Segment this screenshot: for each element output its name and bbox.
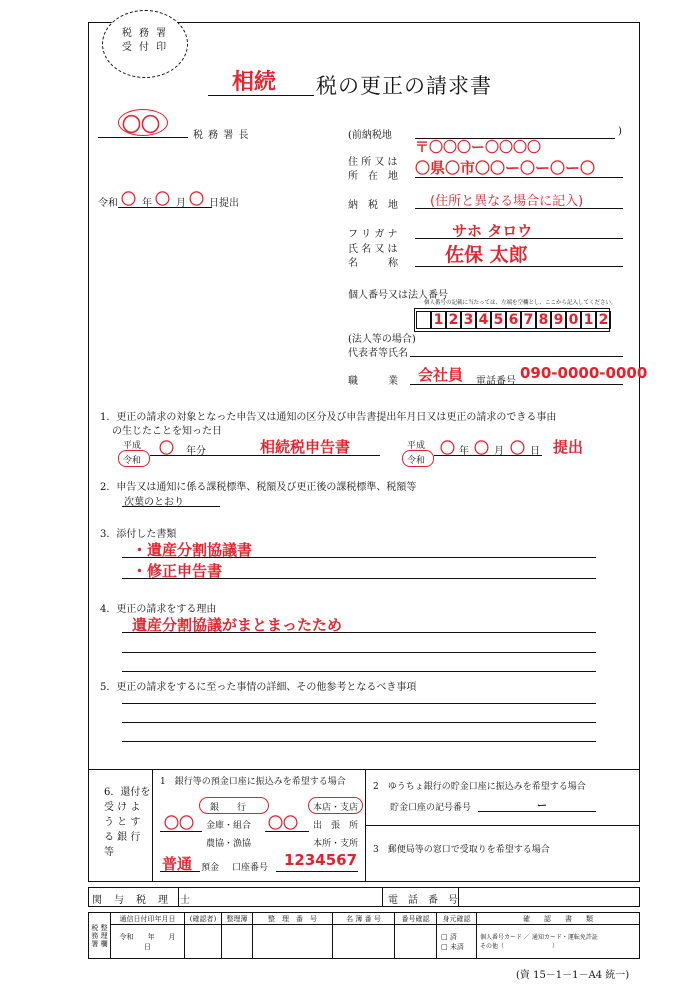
date-year: 〇 bbox=[121, 190, 137, 208]
s4-line2 bbox=[122, 652, 596, 653]
s4-line1 bbox=[122, 632, 596, 633]
bank-type-3: 農協・漁協 bbox=[206, 839, 252, 849]
job-line bbox=[410, 384, 623, 385]
s1-m-unit: 月 bbox=[494, 446, 504, 457]
refund-label-line: う と す bbox=[104, 817, 141, 828]
s2-line bbox=[122, 506, 220, 507]
s1-era2-reiwa: 令和 bbox=[407, 456, 426, 466]
name-label2: 名 称 bbox=[348, 258, 398, 269]
id-digit: 1 bbox=[581, 311, 596, 329]
id-digit: 2 bbox=[596, 311, 611, 329]
office-suffix: 税 務 署 長 bbox=[193, 130, 250, 141]
s3-label: 3．添付した書類 bbox=[100, 529, 177, 540]
date-month: 〇 bbox=[155, 190, 171, 208]
s1-line bbox=[150, 455, 380, 456]
s4-label: 4．更正の請求をする理由 bbox=[100, 604, 217, 615]
branch-type-1: 本店・支店 bbox=[313, 803, 359, 813]
bank-name: 〇〇 bbox=[164, 814, 195, 832]
s3-item2: ・修正申告書 bbox=[132, 562, 223, 580]
ou-header: (確認者) bbox=[185, 913, 222, 925]
address-line bbox=[415, 177, 623, 178]
stamp-line2: 受 付 印 bbox=[121, 42, 169, 53]
date-day: 〇 bbox=[189, 190, 205, 208]
s1-y-unit: 年 bbox=[459, 446, 469, 457]
refund-divider1 bbox=[152, 769, 153, 882]
acct-no: 1234567 bbox=[284, 851, 358, 869]
s1-line2 bbox=[434, 455, 542, 456]
id-digit: 2 bbox=[446, 311, 461, 329]
taxplace-label: 納 税 地 bbox=[348, 200, 398, 211]
name-line bbox=[415, 266, 623, 267]
s1-d-unit: 日 bbox=[530, 446, 540, 457]
ou-cell bbox=[333, 925, 395, 959]
office-use-side: 税 整 務 理 署 欄 bbox=[89, 913, 111, 959]
id-digit: 3 bbox=[461, 311, 476, 329]
acct-no-line bbox=[276, 871, 358, 872]
taxplace-line bbox=[415, 208, 623, 209]
branch-name-line bbox=[265, 831, 309, 832]
address-label2: 所 在 地 bbox=[348, 171, 398, 182]
id-digit: 5 bbox=[491, 311, 506, 329]
refund-opt2-line bbox=[478, 811, 596, 812]
refund-label-line: る 銀 行 bbox=[104, 832, 141, 843]
id-digit: 7 bbox=[521, 311, 536, 329]
ou-check bbox=[437, 925, 477, 959]
refund-label-line: 6．還付を bbox=[104, 787, 151, 798]
s5-line3 bbox=[122, 741, 596, 742]
id-digit: 4 bbox=[476, 311, 491, 329]
rep-line bbox=[410, 356, 623, 357]
taxplace-note: (住所と異なる場合に記入) bbox=[430, 194, 584, 209]
rep-label1: (法人等の場合) bbox=[348, 334, 416, 345]
s1-year-unit: 年分 bbox=[186, 446, 206, 457]
date-era: 令和 bbox=[98, 198, 118, 209]
s5-line2 bbox=[122, 722, 596, 723]
ou-check-not: □ 未済 bbox=[441, 942, 464, 951]
refund-opt2-field: 貯金口座の記号番号 bbox=[390, 803, 472, 813]
id-digit: 8 bbox=[536, 311, 551, 329]
date-year-unit: 年 bbox=[142, 198, 152, 209]
acct-type-label: 預金 bbox=[201, 863, 220, 873]
s1-label2: の生じたことを知った日 bbox=[112, 426, 222, 437]
s5-line1 bbox=[122, 703, 596, 704]
s2-label: 2．申告又は通知に係る課税標準、税額及び更正後の課税標準、税額等 bbox=[100, 482, 417, 493]
form-code: (資 15－1－1－A4 統一) bbox=[516, 970, 630, 981]
title-tax-type: 相続 bbox=[232, 70, 277, 95]
ou-date: 令和 年 月 日 bbox=[111, 925, 185, 959]
branch-type-2: 出 張 所 bbox=[313, 821, 359, 831]
s4-value: 遺産分割協議がまとまったため bbox=[132, 616, 343, 634]
agent-div2 bbox=[382, 887, 383, 907]
id-note: 個人番号の記載に当たっては、左端を空欄とし、ここから記入してください。 bbox=[424, 300, 617, 306]
office-line bbox=[98, 137, 188, 138]
ou-cell bbox=[185, 925, 222, 959]
acct-type: 普通 bbox=[162, 855, 193, 873]
bank-name-line bbox=[160, 831, 202, 832]
acct-type-line bbox=[160, 871, 200, 872]
refund-opt1: 1 銀行等の預金口座に振込みを希望する場合 bbox=[160, 777, 346, 787]
ou-cell bbox=[253, 925, 333, 959]
s1-doc: 相続税申告書 bbox=[260, 438, 351, 456]
ou-header: 名 簿 番 号 bbox=[333, 913, 395, 925]
name-value: 佐保 太郎 bbox=[445, 244, 528, 266]
furigana-label: フ リ ガ ナ bbox=[348, 229, 398, 240]
refund-label-line: 等 bbox=[104, 847, 114, 858]
acct-no-label: 口座番号 bbox=[232, 863, 269, 873]
id-digit: 0 bbox=[566, 311, 581, 329]
name-label1: 氏 名 又 は bbox=[348, 244, 398, 255]
s1-d: 〇 bbox=[510, 439, 526, 457]
s1-year: 〇 bbox=[159, 439, 175, 457]
job-value: 会社員 bbox=[418, 366, 464, 384]
s1-era2-heisei: 平成 bbox=[407, 441, 426, 451]
ou-cell bbox=[222, 925, 253, 959]
s1-era-heisei: 平成 bbox=[123, 441, 142, 451]
receipt-stamp bbox=[102, 10, 188, 78]
agent-phone-label: 電 話 番 号 bbox=[388, 895, 458, 906]
ou-header: 確 認 書 類 bbox=[477, 913, 640, 925]
refund-label-line: 受 け よ bbox=[104, 802, 141, 813]
phone-label: 電話番号 bbox=[476, 376, 516, 387]
date-line bbox=[118, 207, 212, 208]
title-suffix: 税の更正の請求書 bbox=[316, 74, 492, 98]
prev-taxplace-close: ) bbox=[618, 126, 622, 137]
ou-doc-types2: その他（ ） bbox=[480, 942, 559, 950]
s3-item1: ・遺産分割協議書 bbox=[132, 541, 253, 559]
bank-type-1: 銀 行 bbox=[210, 803, 247, 813]
id-digit: 6 bbox=[506, 311, 521, 329]
ou-doc-types1: 個人番号カード ／ 通知カード・運転免許証 bbox=[480, 933, 598, 941]
address-label1: 住 所 又 は bbox=[348, 157, 398, 168]
id-label: 個人番号又は法人番号 bbox=[348, 290, 448, 301]
furigana-line bbox=[415, 238, 623, 239]
s1-m: 〇 bbox=[474, 439, 490, 457]
prev-taxplace-label: (前納税地 bbox=[348, 130, 392, 141]
date-month-unit: 月 bbox=[176, 198, 186, 209]
bank-type-2: 金庫・組合 bbox=[206, 821, 252, 831]
office-name: 〇〇 bbox=[122, 114, 161, 136]
ou-check-done: □ 済 bbox=[441, 932, 457, 941]
phone-value: 090-0000-0000 bbox=[520, 364, 648, 382]
branch-name: 〇〇 bbox=[268, 814, 299, 832]
address-value: 〇県〇市〇〇ー〇ー〇ー〇 bbox=[415, 159, 596, 177]
refund-side-label bbox=[104, 785, 150, 860]
stamp-line1: 税 務 署 bbox=[121, 28, 169, 39]
s3-line1 bbox=[122, 557, 596, 558]
agent-div3 bbox=[458, 887, 459, 907]
refund-opt3: 3 郵便局等の窓口で受取りを希望する場合 bbox=[373, 845, 550, 855]
id-digit: 1 bbox=[431, 311, 446, 329]
refund-opt2: 2 ゆうちょ銀行の貯金口座に振込みを希望する場合 bbox=[373, 782, 586, 792]
date-day-unit: 日提出 bbox=[209, 198, 239, 209]
s4-line3 bbox=[122, 671, 596, 672]
ou-header: 番号確認 bbox=[395, 913, 437, 925]
s1-era-reiwa: 令和 bbox=[123, 456, 142, 466]
ou-header: 通信日付印年月日 bbox=[111, 913, 185, 925]
ou-doc-types bbox=[477, 925, 640, 959]
id-digit-blank bbox=[416, 311, 431, 329]
s2-value: 次葉のとおり bbox=[124, 497, 184, 508]
s1-label1: 1．更正の請求の対象となった申告又は通知の区分及び申告書提出年月日又は更正の請求のできる事由 bbox=[100, 412, 557, 423]
postal-code: 〒〇〇〇ー〇〇〇〇 bbox=[415, 140, 541, 156]
ou-cell bbox=[395, 925, 437, 959]
rep-label2: 代表者等氏名 bbox=[348, 348, 408, 359]
ou-header: 整理簿 bbox=[222, 913, 253, 925]
agent-label: 関 与 税 理 士 bbox=[92, 895, 191, 906]
office-use-table bbox=[88, 912, 640, 959]
job-label: 職 業 bbox=[348, 376, 398, 387]
id-digit: 9 bbox=[551, 311, 566, 329]
refund-mid-line bbox=[365, 825, 640, 826]
furigana-value: サホ タロウ bbox=[452, 222, 533, 240]
refund-top-line bbox=[88, 769, 640, 770]
ou-header: 身元確認 bbox=[437, 913, 477, 925]
branch-type-3: 本所・支所 bbox=[313, 839, 359, 849]
s1-y: 〇 bbox=[440, 439, 456, 457]
refund-opt2-value: ー bbox=[537, 801, 547, 812]
s1-submit: 提出 bbox=[553, 438, 584, 456]
ou-header: 整 理 番 号 bbox=[253, 913, 333, 925]
s5-label: 5．更正の請求をするに至った事情の詳細、その他参考となるべき事項 bbox=[100, 682, 417, 693]
s3-line2 bbox=[122, 578, 596, 579]
